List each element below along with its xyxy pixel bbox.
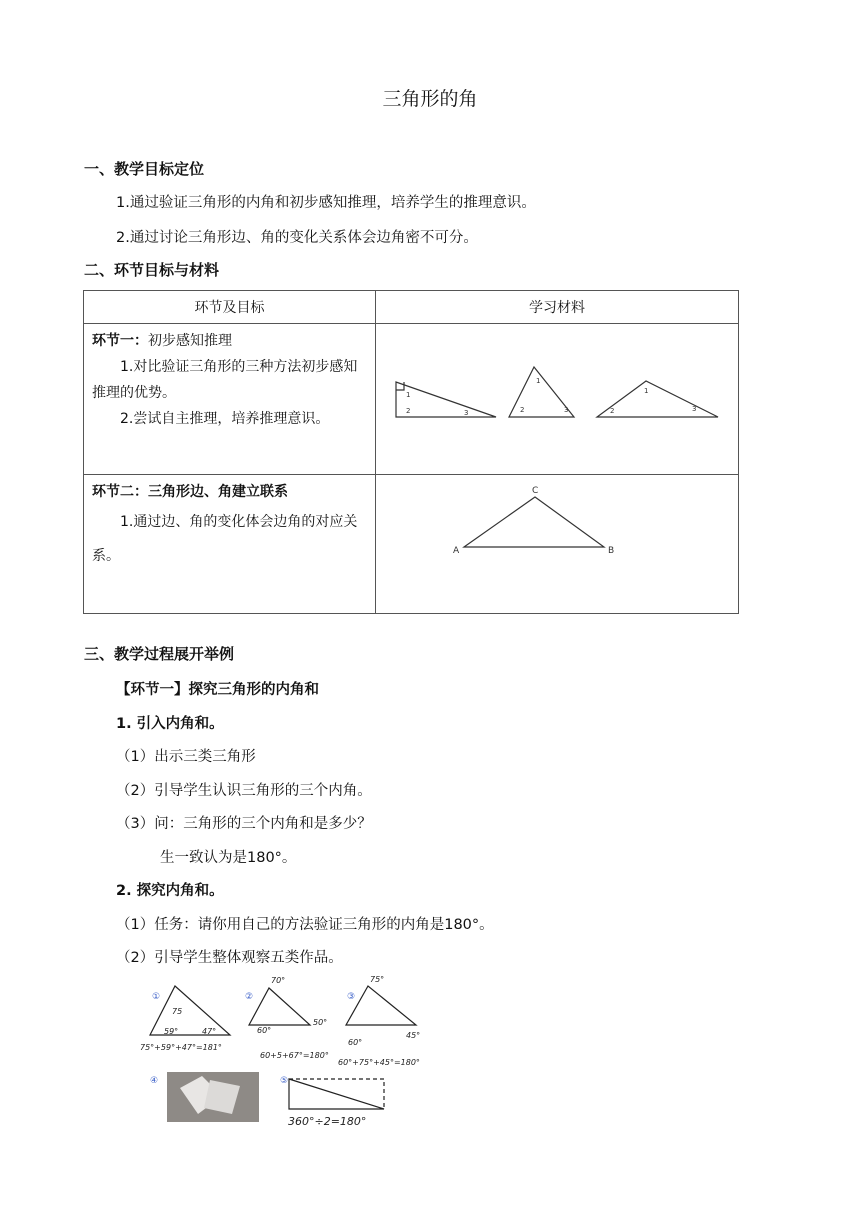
stage1-title: 初步感知推理 (148, 333, 232, 349)
step1-item-2: （2）引导学生认识三角形的三个内角。 (116, 783, 372, 799)
work-2-angle: 60° (257, 1026, 272, 1035)
angle-label: 1 (644, 387, 649, 395)
work-1-angle: 47° (202, 1027, 217, 1036)
work-1-triangle (150, 986, 230, 1035)
work-2-triangle (249, 988, 310, 1025)
stage2-cell (84, 475, 376, 614)
vertex-b-label: B (608, 546, 615, 556)
work-1-number: ① (152, 992, 161, 1002)
work-2-angle: 70° (271, 976, 286, 985)
section1-heading: 一、教学目标定位 (84, 160, 205, 178)
step2-item-2: （2）引导学生整体观察五类作品。 (116, 950, 343, 966)
student-works-figure (140, 968, 440, 1133)
work-1-equation: 75°+59°+47°=181° (140, 1043, 222, 1052)
stage1-label: 环节一： (92, 333, 148, 349)
work-1-angle: 75 (172, 1007, 183, 1016)
right-triangle (396, 382, 496, 417)
vertex-a-label: A (453, 546, 460, 556)
stage2-goal-1: 1.通过边、角的变化体会边角的对应关系。 (92, 514, 358, 564)
work-5-triangle (289, 1079, 384, 1109)
angle-label: 2 (520, 406, 525, 414)
work-3-number: ③ (347, 992, 356, 1002)
stage1-goal-1: 1.对比验证三角形的三种方法初步感知推理的优势。 (92, 359, 358, 401)
work-3-equation: 60°+75°+45°=180° (338, 1058, 420, 1067)
table-header-stage: 环节及目标 (84, 291, 376, 324)
section3-heading: 三、教学过程展开举例 (84, 645, 235, 663)
section2-heading: 二、环节目标与材料 (84, 261, 220, 279)
step2-item-1: （1）任务：请你用自己的方法验证三角形的内角是180°。 (116, 917, 494, 933)
work-5-equation: 360°÷2=180° (288, 1115, 367, 1128)
section3-subheading: 【环节一】探究三角形的内角和 (116, 682, 319, 698)
stage1-material (376, 324, 739, 475)
work-3-angle: 45° (406, 1031, 421, 1040)
angle-label: 3 (564, 406, 569, 414)
angle-label: 3 (464, 409, 469, 417)
step2-heading: 2. 探究内角和。 (116, 883, 224, 899)
work-2-angle: 50° (313, 1018, 328, 1027)
stage2-label: 环节二：三角形边、角建立联系 (92, 484, 288, 500)
page-title: 三角形的角 (382, 88, 478, 110)
stage1-goal-2: 2.尝试自主推理，培养推理意识。 (120, 411, 330, 427)
work-2-equation: 60+5+67°=180° (260, 1051, 329, 1060)
vertex-c-label: C (532, 486, 539, 496)
step1-answer: 生一致认为是180°。 (160, 850, 297, 866)
stage-table (83, 290, 739, 614)
work-2-number: ② (245, 992, 254, 1002)
angle-label: 1 (406, 391, 411, 399)
step1-heading: 1. 引入内角和。 (116, 716, 224, 732)
objective-2: 2.通过讨论三角形边、角的变化关系体会边角密不可分。 (116, 230, 478, 246)
work-1-angle: 59° (164, 1027, 179, 1036)
angle-label: 2 (610, 407, 615, 415)
work-3-triangle (346, 986, 416, 1025)
stage2-material (376, 475, 739, 614)
triangle-abc-figure (376, 475, 738, 609)
work-3-angle: 60° (348, 1038, 363, 1047)
angle-label: 2 (406, 407, 411, 415)
table-header-materials: 学习材料 (376, 291, 739, 324)
angle-label: 3 (692, 405, 697, 413)
step1-item-3: （3）问：三角形的三个内角和是多少？ (116, 816, 372, 832)
obtuse-triangle (597, 381, 718, 417)
work-4-number: ④ (150, 1076, 159, 1086)
objective-1: 1.通过验证三角形的内角和初步感知推理，培养学生的推理意识。 (116, 195, 536, 211)
three-triangles-figure (376, 324, 738, 470)
work-5-number: ⑤ (280, 1076, 289, 1086)
work-3-angle: 75° (370, 975, 385, 984)
angle-label: 1 (536, 377, 541, 385)
stage1-cell (84, 324, 376, 475)
step1-item-1: （1）出示三类三角形 (116, 749, 256, 765)
